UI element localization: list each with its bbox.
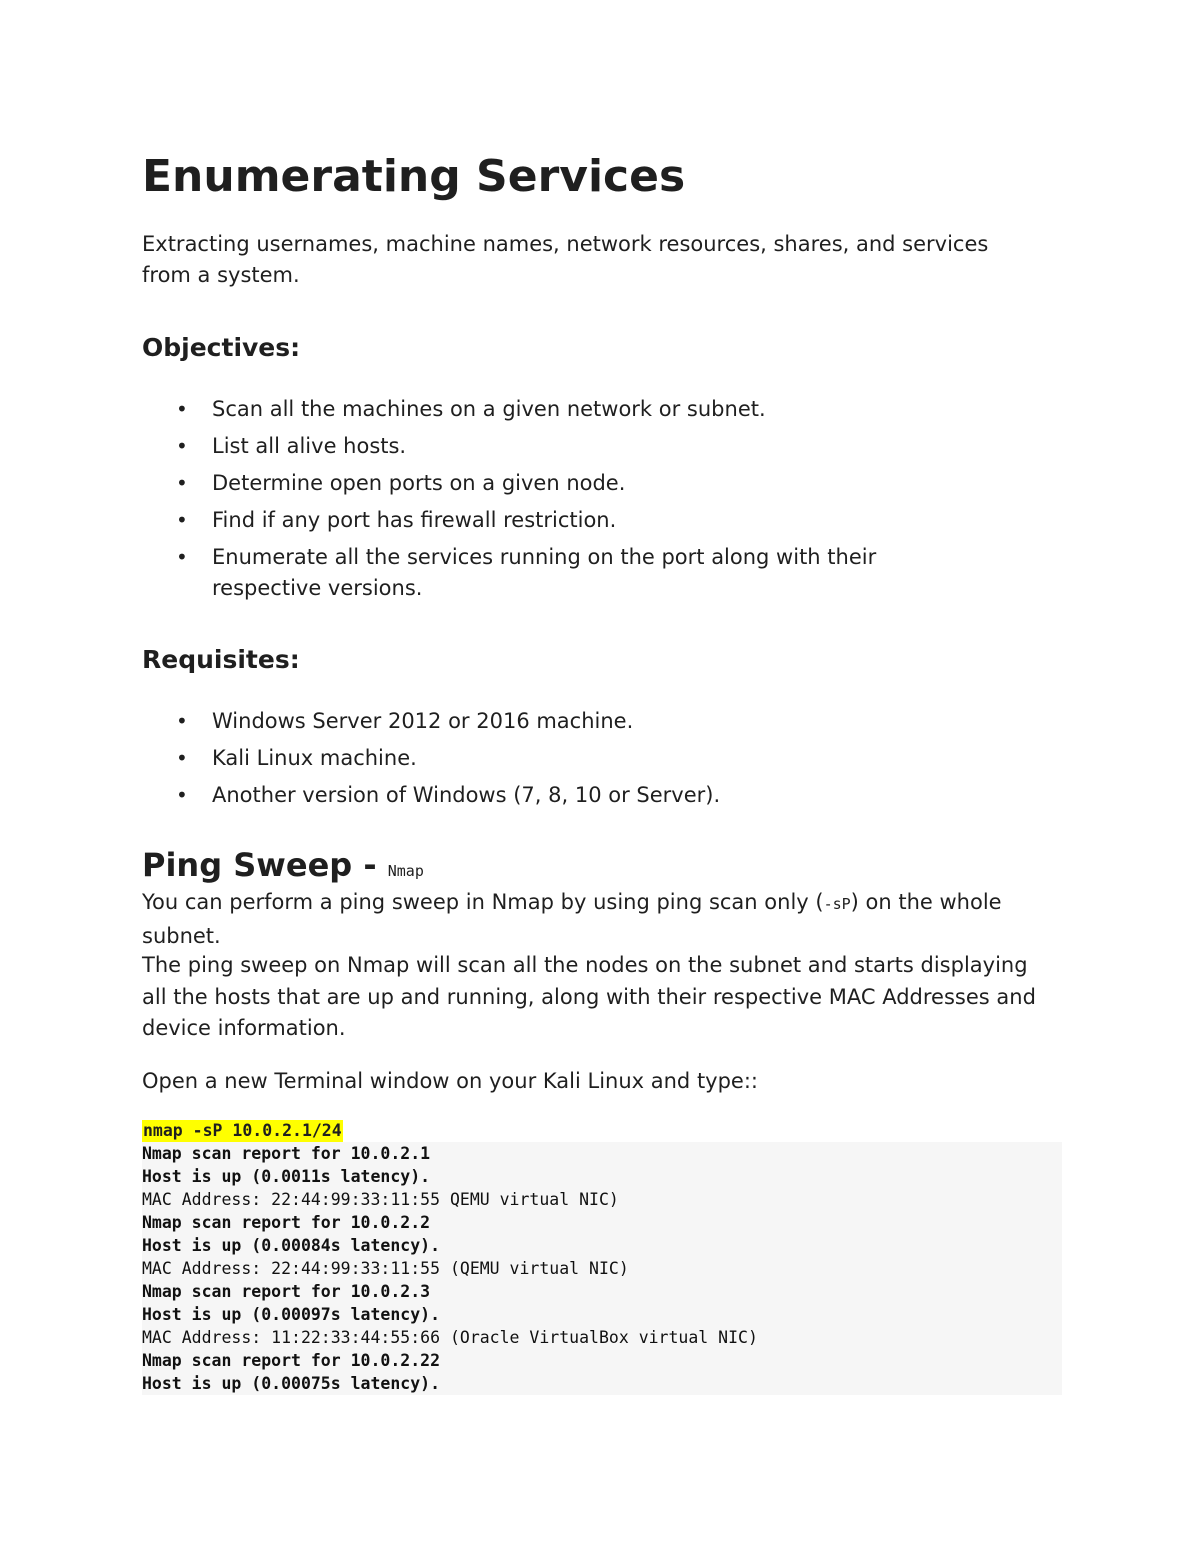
requisites-heading: Requisites: bbox=[142, 645, 300, 674]
bullet-icon: • bbox=[176, 545, 188, 569]
output-line: Nmap scan report for 10.0.2.2 bbox=[142, 1213, 431, 1232]
output-line: Nmap scan report for 10.0.2.3 bbox=[142, 1282, 431, 1301]
intro-paragraph: Extracting usernames, machine names, network resources, shares, and services from a system. bbox=[142, 232, 989, 287]
output-line: MAC Address: 22:44:99:33:11:55 QEMU virtual NIC) bbox=[142, 1190, 619, 1209]
list-item: • List all alive hosts. bbox=[142, 431, 1042, 462]
bullet-icon: • bbox=[176, 783, 188, 807]
heading-code: Nmap bbox=[387, 862, 424, 880]
ping-sweep-heading: Ping Sweep - Nmap bbox=[142, 846, 424, 884]
list-item: • Windows Server 2012 or 2016 machine. bbox=[142, 706, 1042, 737]
output-line: Host is up (0.0011s latency). bbox=[142, 1167, 431, 1186]
bullet-icon: • bbox=[176, 746, 188, 770]
bullet-icon: • bbox=[176, 508, 188, 532]
list-item: • Determine open ports on a given node. bbox=[142, 468, 1042, 499]
list-item: • Find if any port has firewall restriction. bbox=[142, 505, 1042, 536]
terminal-output bbox=[142, 1142, 1062, 1395]
bullet-icon: • bbox=[176, 709, 188, 733]
output-line: Nmap scan report for 10.0.2.22 bbox=[142, 1351, 441, 1370]
output-line: MAC Address: 22:44:99:33:11:55 (QEMU virtual NIC) bbox=[142, 1259, 629, 1278]
inline-code: -sP bbox=[823, 895, 851, 913]
objectives-heading: Objectives: bbox=[142, 333, 301, 362]
ping-sweep-paragraph-1: You can perform a ping sweep in Nmap by using ping scan only (-sP) on the whole subnet. bbox=[142, 890, 1002, 948]
list-item: • Kali Linux machine. bbox=[142, 743, 1042, 774]
list-item: • Another version of Windows (7, 8, 10 or Server). bbox=[142, 780, 1042, 811]
page-title: Enumerating Services bbox=[142, 151, 686, 202]
bullet-icon: • bbox=[176, 434, 188, 458]
bullet-icon: • bbox=[176, 397, 188, 421]
output-line: MAC Address: 11:22:33:44:55:66 (Oracle VirtualBox virtual NIC) bbox=[142, 1328, 758, 1347]
ping-sweep-paragraph-3: Open a new Terminal window on your Kali Linux and type:: bbox=[142, 1069, 759, 1093]
list-item: • Scan all the machines on a given network or subnet. bbox=[142, 394, 1042, 425]
output-line: Host is up (0.00097s latency). bbox=[142, 1305, 441, 1324]
ping-sweep-paragraph-2: The ping sweep on Nmap will scan all the nodes on the subnet and starts displaying all the hosts that are up and running, along with their respective MAC Addresses and device information. bbox=[142, 953, 1036, 1040]
output-line: Host is up (0.00075s latency). bbox=[142, 1374, 441, 1393]
requisites-list bbox=[142, 706, 1042, 817]
objectives-list bbox=[142, 394, 1042, 610]
output-line: Nmap scan report for 10.0.2.1 bbox=[142, 1144, 431, 1163]
output-line: Host is up (0.00084s latency). bbox=[142, 1236, 441, 1255]
command-line: nmap -sP 10.0.2.1/24 bbox=[143, 1121, 342, 1140]
list-item: • Enumerate all the services running on the port along with their respective versions. bbox=[142, 542, 1042, 604]
bullet-icon: • bbox=[176, 471, 188, 495]
